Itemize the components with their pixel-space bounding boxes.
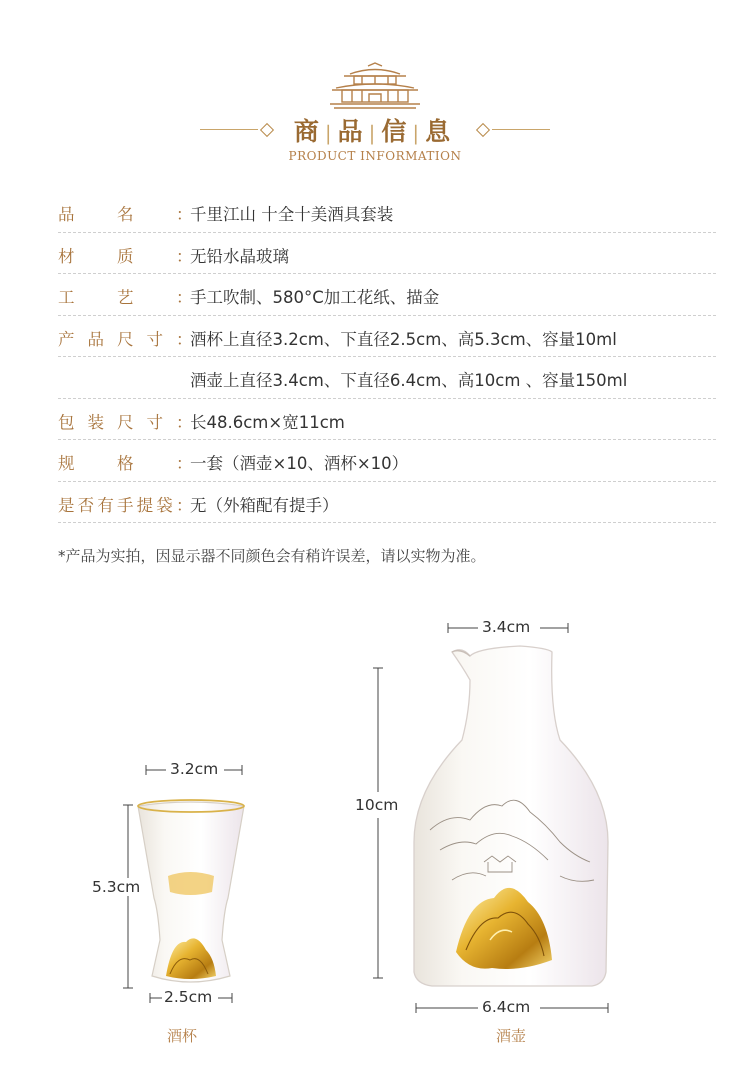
spec-label-char: 尺 (117, 412, 134, 432)
title-left-line (200, 129, 258, 130)
cup-height: 5.3cm (92, 878, 141, 896)
spec-label-char: 寸 (146, 329, 163, 349)
spec-label-char: 格 (117, 454, 134, 473)
spec-label-char: 尺 (117, 329, 134, 349)
cup-caption: 酒杯 (167, 1027, 198, 1045)
spec-label-char: 艺 (117, 288, 134, 307)
spec-label-char: 材 (58, 246, 75, 266)
spec-label-char: 寸 (146, 412, 163, 432)
spec-table (58, 191, 716, 523)
spec-value: 无铅水晶玻璃 (190, 246, 289, 266)
product-illustration (0, 580, 750, 1088)
spec-value: 长48.6cm×宽11cm (190, 412, 345, 432)
spec-label-char: 品 (87, 329, 104, 349)
spec-label-char: 产 (58, 329, 75, 349)
cup-top-diameter: 3.2cm (170, 760, 219, 778)
product-info-header (0, 0, 750, 175)
cup-bottom-diameter: 2.5cm (164, 988, 213, 1006)
sake-flask-image (414, 646, 608, 986)
spec-label: 材 质 ： (58, 243, 188, 267)
spec-label-char: 规 (58, 454, 75, 473)
spec-value: 手工吹制、580°C加工花纸、描金 (190, 288, 440, 307)
shot-glass-image (138, 800, 244, 982)
spec-value: 千里江山 十全十美酒具套装 (190, 205, 394, 224)
title-left-ornament (260, 123, 274, 137)
spec-label: 工 艺 ： (58, 284, 188, 308)
spec-value: 酒杯上直径3.2cm、下直径2.5cm、高5.3cm、容量10ml (190, 329, 617, 349)
spec-label-char: 手 (116, 495, 134, 515)
spec-row (58, 316, 716, 358)
spec-label-char: 品 (58, 205, 75, 224)
spec-label: 品 名 ： (58, 201, 188, 225)
spec-label-char: 袋 (156, 495, 173, 515)
spec-row (58, 482, 716, 524)
spec-row (58, 399, 716, 441)
title-right-line (492, 129, 550, 130)
disclaimer-note: *产品为实拍，因显示器不同颜色会有稍许误差，请以实物为准。 (58, 547, 486, 565)
spec-value: 酒壶上直径3.4cm、下直径6.4cm、高10cm 、容量150ml (190, 371, 628, 390)
spec-label-char: 否 (77, 495, 95, 515)
page-title: 商|品|信|息 (293, 117, 457, 146)
spec-row (58, 233, 716, 275)
spec-value: 一套（酒壶×10、酒杯×10） (190, 454, 409, 473)
spec-label: 产 品 尺 寸 ： (58, 326, 188, 350)
title-right-ornament (476, 123, 490, 137)
pot-top-diameter: 3.4cm (482, 618, 531, 636)
spec-label-char: 工 (58, 288, 75, 307)
spec-label-char: 是 (58, 495, 75, 515)
spec-label: 是 否 有 手 提 袋 ： (58, 492, 188, 516)
spec-row (58, 440, 716, 482)
spec-label-char: 质 (117, 246, 134, 266)
spec-label: 包 装 尺 寸 ： (58, 409, 188, 433)
spec-label-char: 名 (117, 205, 134, 224)
pot-bottom-diameter: 6.4cm (482, 998, 531, 1016)
pot-caption: 酒壶 (496, 1027, 527, 1045)
palace-icon (328, 62, 422, 110)
pot-height: 10cm (355, 796, 399, 814)
spec-label-char: 包 (58, 412, 75, 432)
cup-height-dimension-line (123, 805, 133, 988)
spec-label-char: 提 (136, 495, 154, 515)
title-row (0, 112, 750, 148)
spec-row (58, 274, 716, 316)
spec-row (58, 357, 716, 399)
page-subtitle: PRODUCT INFORMATION (288, 149, 462, 163)
spec-label-char: 装 (87, 412, 104, 432)
row-divider (58, 522, 716, 523)
spec-value: 无（外箱配有提手） (190, 495, 339, 515)
spec-label-char: 有 (97, 495, 114, 515)
spec-label: 规 格 ： (58, 450, 188, 474)
spec-row (58, 191, 716, 233)
pot-height-dimension-line (373, 668, 383, 978)
